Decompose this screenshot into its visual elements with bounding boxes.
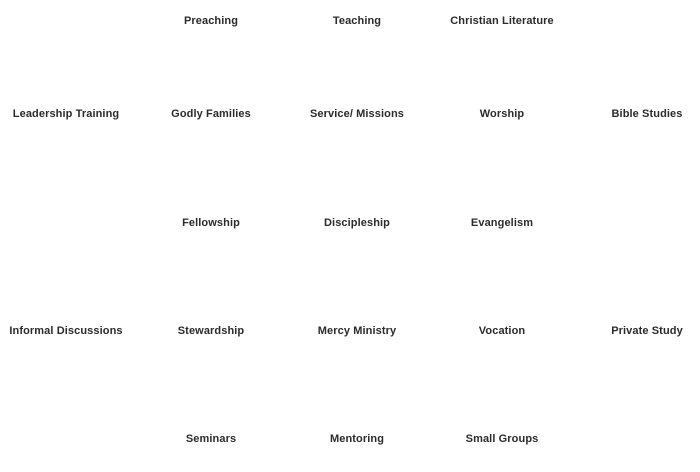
label-service-missions: Service/ Missions (309, 108, 405, 120)
label-mercy-ministry: Mercy Ministry (317, 325, 397, 337)
label-fellowship: Fellowship (182, 217, 240, 229)
label-small-groups: Small Groups (465, 433, 539, 445)
label-stewardship: Stewardship (177, 325, 245, 337)
label-godly-families: Godly Families (171, 108, 251, 120)
label-leadership-training: Leadership Training (12, 108, 120, 120)
label-worship: Worship (479, 108, 525, 120)
label-preaching: Preaching (183, 15, 239, 27)
label-seminars: Seminars (185, 433, 237, 445)
label-christian-literature: Christian Literature (450, 15, 554, 27)
label-evangelism: Evangelism (470, 217, 534, 229)
label-vocation: Vocation (478, 325, 526, 337)
label-bible-studies: Bible Studies (611, 108, 683, 120)
label-private-study: Private Study (611, 325, 683, 337)
label-mentoring: Mentoring (329, 433, 385, 445)
label-informal-discussions: Informal Discussions (9, 325, 123, 337)
label-teaching: Teaching (332, 15, 382, 27)
label-discipleship: Discipleship (324, 217, 390, 229)
